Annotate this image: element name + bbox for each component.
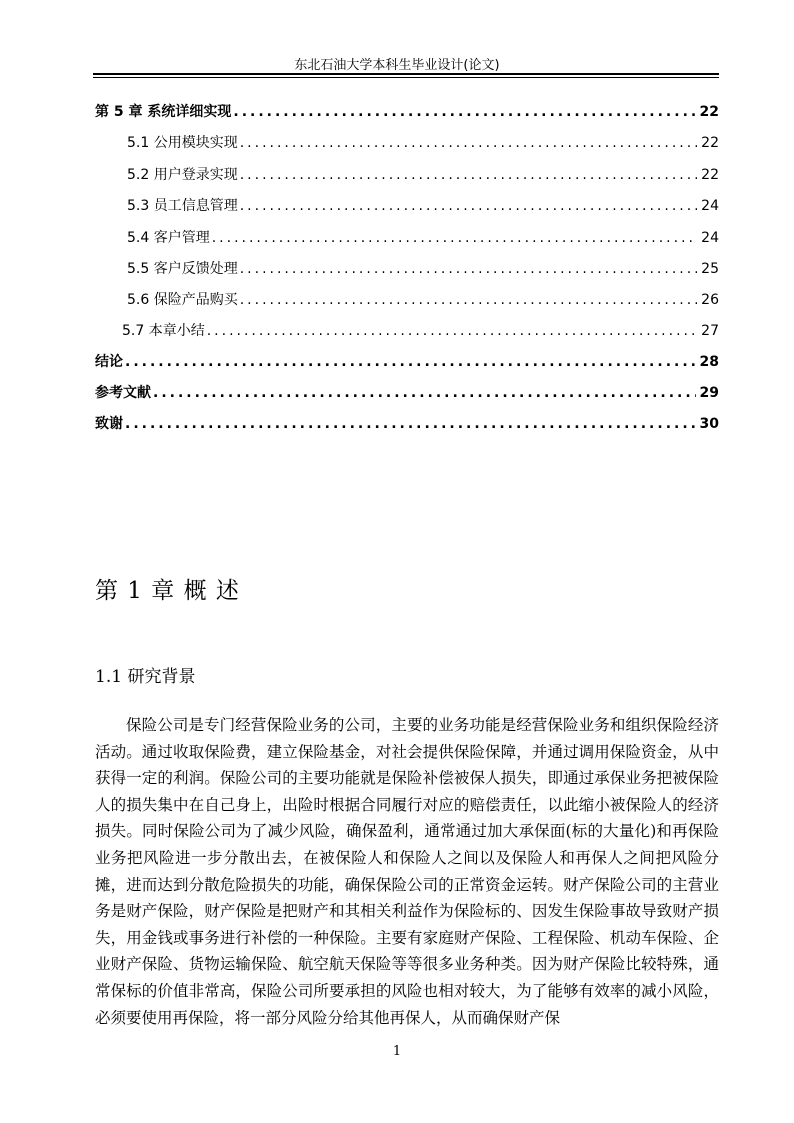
- toc-page: 22: [699, 104, 719, 120]
- toc-leader: [153, 385, 696, 401]
- toc-entry[interactable]: [95, 101, 719, 123]
- toc-leader: [233, 104, 695, 120]
- body-paragraph: 保险公司是专门经营保险业务的公司，主要的业务功能是经营保险业务和组织保险经济活动。通过收取保险费，建立保险基金，对社会提供保险保障，并通过调用保险资金，从中获得一定的利润。保险公司的主要功能就是保险补偿被保人损失，即通过承保业务把被保险人的损失集中在自己身上，出险时根据合同履行对应的赔偿责任，以此缩小被保险人的经济损失。同时保险公司为了减少风险，确保盈利，通常通过加大承保面(标的大量化)和再保险业务把风险进一步分散出去，在被保险人和保险人之间以及保险人和再保人之间把风险分摊，进而达到分散危险损失的功能，确保保险公司的正常资金运转。财产保险公司的主营业务是财产保险，财产保险是把财产和其相关利益作为保险标的、因发生保险事故导致财产损失，用金钱或事务进行补偿的一种保险。主要有家庭财产保险、工程保险、机动车保险、企业财产保险、货物运输保险、航空航天保险等等很多业务种类。因为财产保险比较特殊，通常保标的价值非常高，保险公司所要承担的风险也相对较大，为了能够有效率的减小风险，必须要使用再保险，将一部分风险分给其他再保人，从而确保财产保: [95, 716, 719, 1027]
- toc-label: 5.7 本章小结: [122, 323, 205, 339]
- toc-page: 25: [701, 261, 719, 277]
- toc-label: 5.6 保险产品购买: [127, 292, 238, 308]
- toc-leader: [240, 167, 697, 183]
- toc-leader: [125, 416, 696, 432]
- toc-leader: [240, 261, 697, 277]
- toc-label: 5.3 员工信息管理: [127, 198, 238, 214]
- toc-leader: [240, 292, 697, 308]
- section-heading: 1.1 研究背景: [95, 667, 196, 687]
- toc-label: 结论: [95, 354, 123, 370]
- header-rule-thick: [93, 73, 719, 75]
- toc-entry[interactable]: [122, 320, 719, 342]
- toc-label: 5.2 用户登录实现: [127, 167, 238, 183]
- toc-leader: [212, 230, 697, 246]
- toc-leader: [125, 354, 696, 370]
- toc-label: 参考文献: [95, 385, 151, 401]
- toc-page: 24: [701, 198, 719, 214]
- toc-leader: [207, 323, 697, 339]
- toc-entry[interactable]: [127, 195, 719, 217]
- toc-label: 第 5 章 系统详细实现: [95, 104, 232, 120]
- toc-label: 5.5 客户反馈处理: [127, 261, 238, 277]
- toc-entry[interactable]: [127, 289, 719, 311]
- toc-page: 28: [699, 354, 719, 370]
- running-header: 东北石油大学本科生毕业设计(论文): [294, 58, 500, 73]
- toc-label: 致谢: [95, 416, 123, 432]
- toc-label: 5.1 公用模块实现: [127, 135, 238, 151]
- toc-page: 26: [701, 292, 719, 308]
- toc-entry[interactable]: [127, 164, 719, 186]
- toc-entry[interactable]: [127, 132, 719, 154]
- header-rule-thin: [93, 77, 719, 78]
- toc-page: 22: [701, 167, 719, 183]
- toc-leader: [240, 135, 697, 151]
- toc-leader: [240, 198, 697, 214]
- toc-page: 30: [699, 416, 719, 432]
- page-number: 1: [392, 1044, 402, 1059]
- toc-entry[interactable]: [95, 413, 719, 435]
- chapter-heading: 第 1 章 概 述: [95, 578, 240, 604]
- toc-page: 27: [701, 323, 719, 339]
- toc-entry[interactable]: [127, 258, 719, 280]
- toc-entry[interactable]: [95, 382, 719, 404]
- toc-page: 22: [701, 135, 719, 151]
- toc-label: 5.4 客户管理: [127, 230, 210, 246]
- toc-page: 29: [699, 385, 719, 401]
- toc-entry[interactable]: [127, 227, 719, 249]
- toc-entry[interactable]: [95, 351, 719, 373]
- toc-page: 24: [701, 230, 719, 246]
